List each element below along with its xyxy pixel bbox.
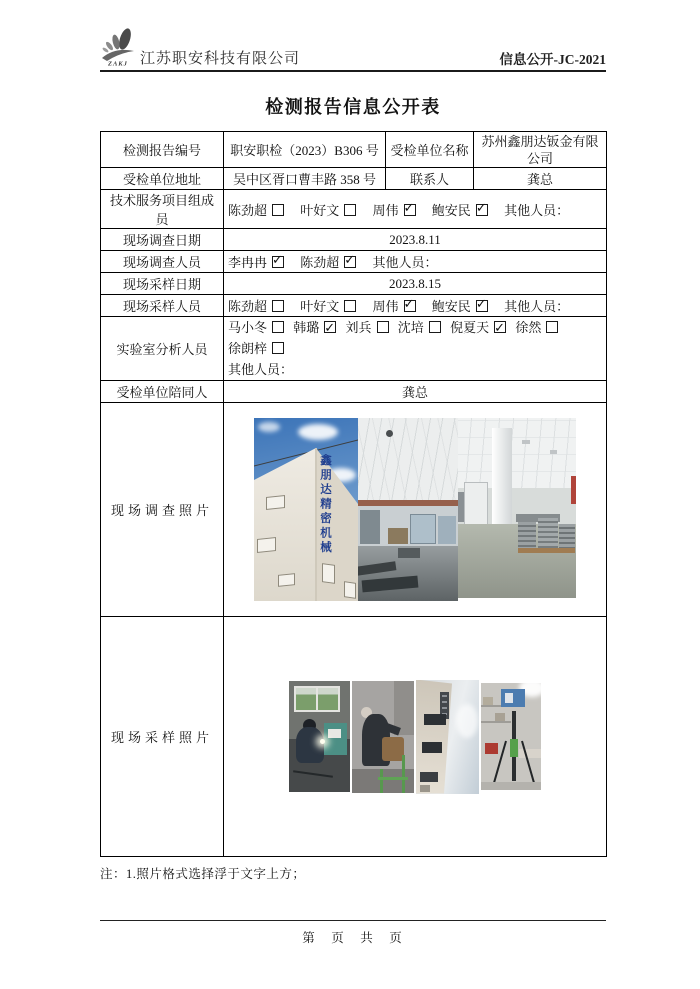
survey-photos-label: 现场调查照片 (101, 403, 224, 617)
member-checkbox[interactable] (494, 321, 506, 333)
ceiling-fan (386, 430, 393, 437)
row-sampling-date (101, 273, 607, 295)
window (278, 573, 295, 587)
unit-addr-label: 受检单位地址 (101, 168, 224, 190)
window-mullion (316, 686, 318, 712)
sampling-photos-label: 现场采样照片 (101, 617, 224, 857)
metal-stack (518, 522, 536, 548)
sampling-date-label: 现场采样日期 (101, 273, 224, 295)
row-escort (101, 381, 607, 403)
red-equipment (571, 476, 576, 504)
window (422, 742, 442, 753)
window (266, 495, 285, 510)
member-checkbox[interactable] (476, 204, 488, 216)
white-cabinet (464, 482, 488, 528)
member (373, 296, 416, 315)
member-name: 倪夏天 (450, 320, 490, 335)
window (420, 772, 438, 782)
member-checkbox[interactable] (377, 321, 389, 333)
member-name: 李冉冉 (228, 255, 268, 270)
footnote: 注：1.照片格式选择浮于文字上方； (100, 867, 306, 881)
cloud (456, 704, 478, 738)
lab-staff-line2 (228, 359, 602, 380)
table (519, 749, 541, 758)
row-survey-photos (101, 403, 607, 617)
member-checkbox[interactable] (429, 321, 441, 333)
unit-name-value: 苏州鑫朋达钣金有限公司 (474, 132, 607, 168)
member-name: 鲍安民 (431, 299, 471, 314)
photo-worker-sampling (352, 681, 414, 793)
bench-leg (402, 755, 405, 793)
member-name: 徐朗梓 (228, 341, 268, 356)
document-code: 信息公开-JC-2021 (499, 51, 606, 67)
member (300, 200, 356, 219)
member-name: 刘兵 (345, 320, 372, 335)
unit-addr-value: 吴中区胥口曹丰路 358 号 (224, 168, 386, 190)
member-checkbox[interactable] (272, 204, 284, 216)
window (424, 714, 446, 725)
member-checkbox[interactable] (272, 342, 284, 354)
survey-photos-cell (224, 403, 607, 617)
survey-staff-members (224, 251, 607, 273)
member-checkbox[interactable] (546, 321, 558, 333)
member (228, 296, 284, 315)
member-name: 沈培 (397, 320, 424, 335)
member (228, 200, 284, 219)
bench-leg (380, 769, 383, 793)
sampler-green-band (510, 739, 518, 757)
report-no-value: 职安职检（2023）B306 号 (224, 132, 386, 168)
photo-building-exterior (254, 418, 358, 601)
row-report-no (101, 132, 607, 168)
member-checkbox[interactable] (324, 321, 336, 333)
lab-staff-line1 (228, 317, 602, 359)
red-box (485, 743, 498, 754)
survey-date-label: 现场调查日期 (101, 229, 224, 251)
row-sampling-photos (101, 617, 607, 857)
photo-workshop-interior-1 (358, 418, 458, 601)
floor-cart (398, 548, 420, 558)
member (432, 200, 488, 219)
member-checkbox[interactable] (272, 256, 284, 268)
photo-workshop-interior-2 (458, 418, 576, 598)
tech-team-label: 技术服务项目组成员 (101, 190, 224, 229)
company-name: 江苏职安科技有限公司 (140, 51, 301, 67)
metal-stack (559, 524, 575, 548)
member-checkbox[interactable] (344, 256, 356, 268)
window (344, 581, 356, 599)
shelf-box (483, 697, 493, 705)
photo-tripod-sampler (481, 683, 541, 790)
document-header (100, 27, 606, 72)
contact-label: 联系人 (386, 168, 474, 190)
machine (438, 516, 456, 544)
unit-name-label: 受检单位名称 (386, 132, 474, 168)
welding-machine (324, 723, 347, 755)
bench-rail (378, 777, 408, 780)
other-personnel-label: 其他人员： (372, 255, 438, 270)
row-survey-date (101, 229, 607, 251)
other-personnel-label: 其他人员： (504, 202, 570, 218)
member (293, 317, 336, 338)
machine-slot (505, 693, 513, 703)
tripod-leg (521, 741, 535, 784)
escort-value: 龚总 (224, 381, 607, 403)
row-tech-team (101, 190, 607, 229)
shelf (481, 721, 511, 723)
member-name: 周伟 (372, 299, 399, 314)
other-personnel-label: 其他人员： (228, 362, 294, 377)
disclosure-form-table (100, 131, 607, 857)
member (373, 200, 416, 219)
sampling-photos-cell (224, 617, 607, 857)
member (300, 252, 356, 271)
sampling-staff-members (224, 295, 607, 317)
welder-body (296, 727, 324, 763)
tech-team-members (224, 190, 607, 229)
other-personnel-label: 其他人员： (504, 299, 570, 314)
member-checkbox[interactable] (404, 300, 416, 312)
crates (388, 528, 408, 544)
member (346, 317, 389, 338)
member (300, 296, 356, 315)
member (228, 338, 284, 359)
member-name: 陈劲超 (228, 202, 268, 218)
member (515, 317, 558, 338)
member (398, 317, 441, 338)
survey-staff-label: 现场调查人员 (101, 251, 224, 273)
member-name: 马小冬 (228, 320, 268, 335)
member-checkbox[interactable] (272, 300, 284, 312)
escort-label: 受检单位陪同人 (101, 381, 224, 403)
member (432, 296, 488, 315)
member-name: 徐然 (515, 320, 542, 335)
sampling-photo-strip (228, 680, 602, 794)
machine (410, 514, 436, 544)
cloud (258, 422, 280, 432)
logo-zakj-text: ZAKJ (108, 60, 128, 67)
member-checkbox[interactable] (344, 204, 356, 216)
company-logo-icon (100, 27, 137, 67)
member (450, 317, 506, 338)
contact-value: 龚总 (474, 168, 607, 190)
member-name: 周伟 (372, 202, 399, 218)
member-checkbox[interactable] (272, 321, 284, 333)
photo-building-upward (416, 680, 479, 794)
survey-photo-strip (228, 418, 602, 601)
row-sampling-staff (101, 295, 607, 317)
photo-welding-sampling (289, 681, 350, 792)
header-left (100, 27, 300, 67)
metal-stack (538, 518, 558, 548)
equipment (382, 737, 404, 761)
building-sign: 鑫朋达精密机械 (319, 454, 331, 556)
machine (360, 510, 380, 544)
member-name: 陈劲超 (228, 299, 268, 314)
report-no-label: 检测报告编号 (101, 132, 224, 168)
ceiling-light (550, 450, 557, 454)
ceiling-trusses (458, 418, 576, 488)
sampling-staff-label: 现场采样人员 (101, 295, 224, 317)
page-number-text: 第 页 共 页 (302, 931, 404, 945)
survey-date-value: 2023.8.11 (224, 229, 607, 251)
member-name: 韩璐 (293, 320, 320, 335)
shelf-box (495, 713, 505, 721)
sign-glyph (442, 695, 447, 697)
lab-staff-label: 实验室分析人员 (101, 317, 224, 381)
pallet (518, 548, 575, 553)
member-name: 叶好文 (300, 202, 340, 218)
ceiling-light (522, 440, 530, 444)
row-unit-address (101, 168, 607, 190)
sampling-date-value: 2023.8.15 (224, 273, 607, 295)
page-footer (100, 920, 606, 946)
wall-unit (420, 785, 430, 792)
member-checkbox[interactable] (344, 300, 356, 312)
ceiling-trusses (358, 418, 458, 502)
weld-spark (320, 739, 325, 744)
member-name: 叶好文 (300, 299, 340, 314)
member-checkbox[interactable] (404, 204, 416, 216)
row-lab-staff (101, 317, 607, 381)
cloud (298, 424, 338, 440)
page-title: 检测报告信息公开表 (265, 97, 441, 117)
lab-staff-members (224, 317, 607, 381)
document-page (100, 0, 606, 882)
window (257, 537, 276, 553)
member (228, 317, 284, 338)
member-checkbox[interactable] (476, 300, 488, 312)
member-name: 鲍安民 (431, 202, 471, 218)
machine-label (328, 729, 341, 738)
floor-shadow (481, 782, 541, 790)
row-survey-staff (101, 251, 607, 273)
member (228, 252, 284, 271)
member-name: 陈劲超 (300, 255, 340, 270)
